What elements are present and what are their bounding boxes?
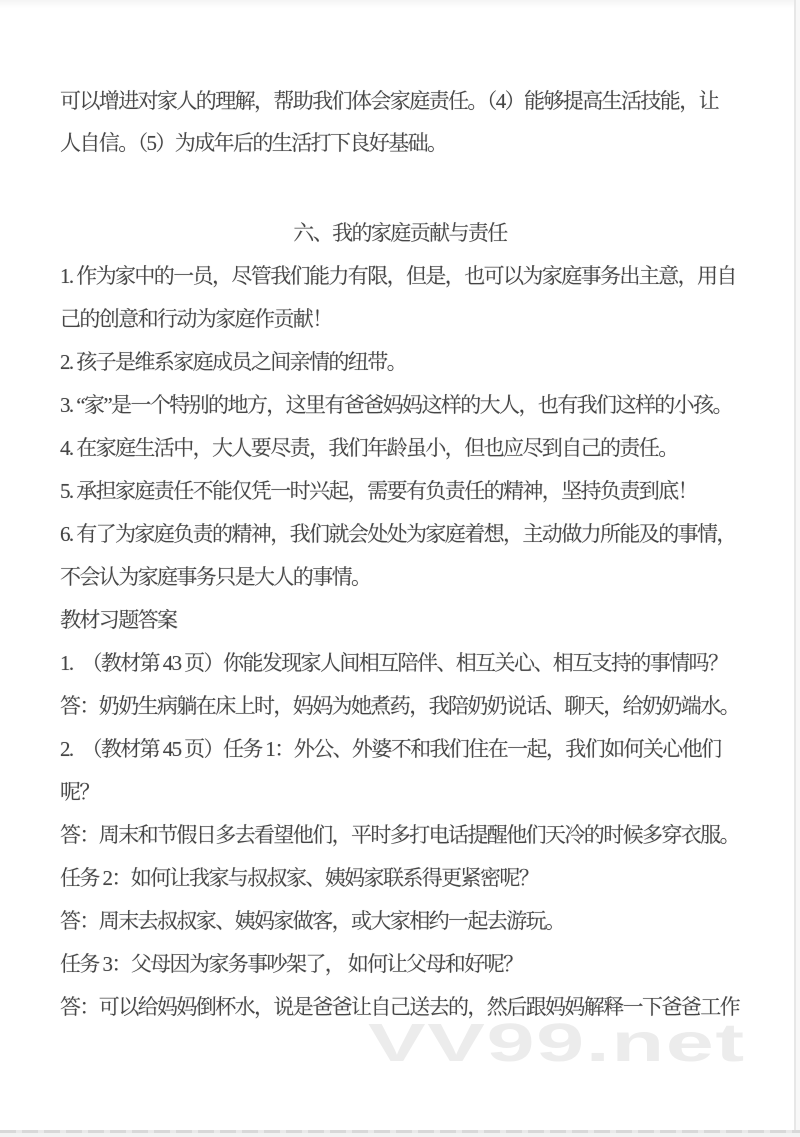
intro-line: 可以增进对家人的理解，帮助我们体会家庭责任。（4）能够提高生活技能，让 (60, 89, 718, 113)
key-point-line: 1. 作为家中的一员，尽管我们能力有限，但是，也可以为家庭事务出主意，用自 (60, 264, 736, 288)
answers-section-title: 教材习题答案 (60, 608, 177, 632)
answer-line: 任务 3：父母因为家务事吵架了， 如何让父母和好呢？ (60, 952, 523, 976)
intro-line: 人自信。（5）为成年后的生活打下良好基础。 (60, 131, 447, 155)
answer-line: 答：周末和节假日多去看望他们，平时多打电话提醒他们天冷的时候多穿衣服。 (60, 823, 739, 847)
key-point-line: 3. “家”是一个特别的地方，这里有爸爸妈妈这样的大人，也有我们这样的小孩。 (60, 393, 732, 417)
answer-line: 答：奶奶生病躺在床上时，妈妈为她煮药，我陪奶奶说话、聊天，给奶奶端水。 (60, 694, 739, 718)
answer-line: 答：周末去叔叔家、姨妈家做客，或大家相约一起去游玩。 (60, 909, 565, 933)
page-bottom-margin (0, 1133, 800, 1137)
answer-line: 2. （教材第 45 页）任务 1：外公、外婆不和我们住在一起，我们如何关心他们 (60, 737, 721, 761)
key-point-line: 6. 有了为家庭负责的精神，我们就会处处为家庭着想，主动做力所能及的事情， (60, 522, 736, 546)
page-right-margin (796, 0, 800, 1137)
page-top-shade (0, 0, 800, 8)
site-watermark: VV99.net (368, 1013, 746, 1073)
answer-line: 呢？ (60, 780, 99, 804)
answer-line: 答：可以给妈妈倒杯水，说是爸爸让自己送去的，然后跟妈妈解释一下爸爸工作 (60, 995, 739, 1019)
key-point-line: 5. 承担家庭责任不能仅凭一时兴起，需要有负责任的精神，坚持负责到底！ (60, 479, 697, 503)
answer-line: 1. （教材第 43 页）你能发现家人间相互陪伴、相互关心、相互支持的事情吗？ (60, 651, 728, 675)
key-point-line: 2. 孩子是维系家庭成员之间亲情的纽带。 (60, 350, 406, 374)
answer-line: 任务 2：如何让我家与叔叔家、姨妈家联系得更紧密呢？ (60, 866, 539, 890)
key-point-line: 4. 在家庭生活中，大人要尽责，我们年龄虽小，但也应尽到自己的责任。 (60, 436, 678, 460)
key-point-line: 己的创意和行动为家庭作贡献！ (60, 307, 332, 331)
section-heading: 六、我的家庭贡献与责任 (293, 221, 507, 245)
key-point-line: 不会认为家庭事务只是大人的事情。 (60, 565, 371, 589)
